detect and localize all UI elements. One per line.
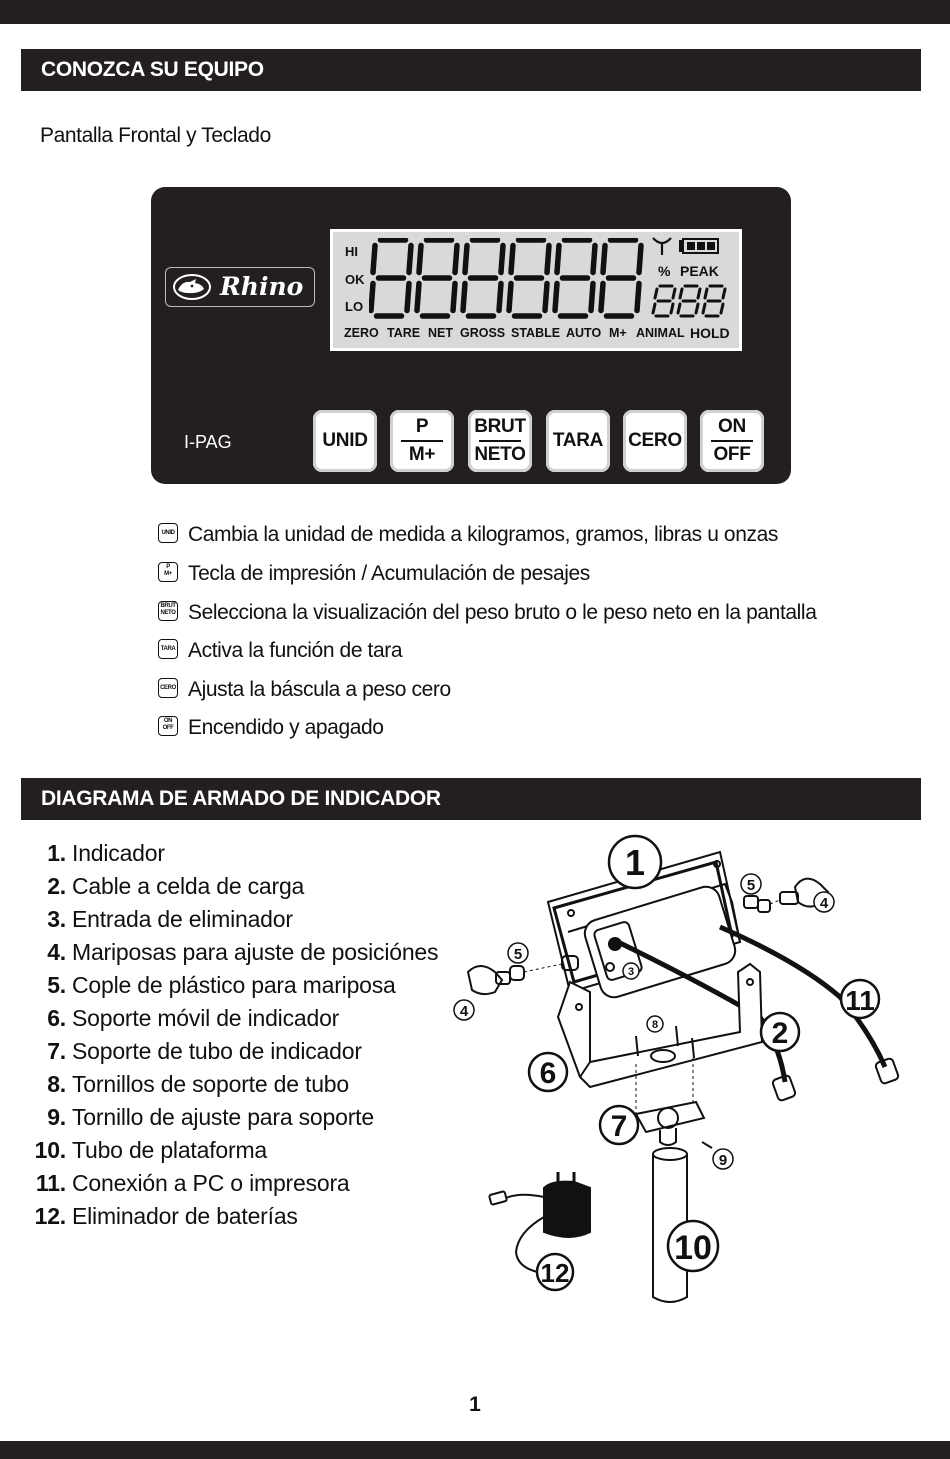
part-item: 12. Eliminador de baterías [34,1203,298,1229]
antenna-icon [651,236,673,256]
lcd-display [330,229,742,351]
lcd-main-digits [369,238,654,322]
callout-2: 2 [771,1017,789,1050]
callout-5a: 5 [746,877,756,894]
callout-9: 9 [718,1152,728,1169]
lcd-gross: GROSS [460,326,506,340]
lcd-stable: STABLE [511,326,561,340]
cero-key-icon: CERO [158,678,178,698]
part-item: 7. Soporte de tubo de indicador [47,1038,362,1064]
key-brut-label: BRUT [474,416,526,437]
key-tara[interactable] [546,410,610,472]
assembly-diagram [440,832,940,1312]
logo-text: Rhino [220,272,304,301]
page-number: 1 [469,1393,481,1416]
part-item: 10. Tubo de plataforma [34,1137,267,1163]
part-item: 3. Entrada de eliminador [47,906,293,932]
key-on-label: ON [718,416,746,437]
subtitle: Pantalla Frontal y Teclado [40,124,271,147]
part-item: 6. Soporte móvil de indicador [47,1005,340,1031]
key-cero-label: CERO [628,430,682,451]
desc-tara [158,639,402,663]
desc-cero-text: Ajusta la báscula a peso cero [188,678,451,701]
lcd-zero: ZERO [344,326,379,340]
key-brut-neto[interactable] [468,410,532,472]
callout-4b: 4 [459,1003,469,1020]
key-mplus-label: M+ [408,444,436,465]
desc-unid-text: Cambia la unidad de medida a kilogramos, gramos, libras u onzas [188,523,778,546]
model-label: I-PAG [184,432,232,452]
tara-key-icon: TARA [158,639,178,659]
bottom-bar [0,1441,950,1459]
lcd-auto: AUTO [566,326,602,340]
part-item: 4. Mariposas para ajuste de posiciónes [47,939,439,965]
desc-cero [158,678,451,702]
desc-unid [158,523,778,547]
part-item: 1. Indicador [47,840,165,866]
callout-1: 1 [624,842,646,883]
part-item: 2. Cable a celda de carga [47,873,305,899]
lcd-ok-label: OK [345,272,365,287]
callout-6: 6 [539,1057,557,1090]
callout-8: 8 [651,1019,659,1031]
callout-10: 10 [674,1229,712,1267]
part-item: 11. Conexión a PC o impresora [35,1170,350,1196]
desc-brut-neto [158,601,816,625]
battery-icon [678,238,720,254]
callout-12: 12 [540,1258,570,1288]
callout-4a: 4 [819,895,829,912]
part-item: 8. Tornillos de soporte de tubo [47,1071,349,1097]
desc-tara-text: Activa la función de tara [188,639,403,662]
section-header-diagrama: DIAGRAMA DE ARMADO DE INDICADOR [21,778,921,820]
lcd-tare: TARE [387,326,421,340]
lcd-percent: % [658,263,671,279]
on-off-key-icon: ON OFF [158,716,178,736]
key-off-label: OFF [713,444,751,465]
key-unid-label: UNID [322,430,368,451]
callout-7: 7 [610,1110,628,1143]
key-unid[interactable] [313,410,377,472]
callout-11: 11 [845,985,875,1016]
key-neto-label: NETO [474,444,526,465]
part-item: 9. Tornillo de ajuste para soporte [47,1104,374,1130]
desc-print [158,562,590,586]
desc-print-text: Tecla de impresión / Acumulación de pesajes [188,562,590,585]
section-header-conozca: CONOZCA SU EQUIPO [21,49,921,91]
key-on-off[interactable] [700,410,764,472]
print-key-icon: P M+ [158,562,178,582]
indicator-front-panel [151,187,791,484]
desc-on-off [158,716,384,740]
lcd-small-digits [651,284,731,320]
desc-brut-neto-text: Selecciona la visualización del peso bruto o le peso neto en la pantalla [188,601,817,624]
callout-3: 3 [627,966,635,978]
rhino-logo [165,267,315,307]
lcd-mplus: M+ [609,326,627,340]
key-print-accumulate[interactable] [390,410,454,472]
lcd-animal: ANIMAL [636,326,685,340]
key-p-label: P [415,416,429,437]
lcd-peak: PEAK [680,263,719,279]
key-cero[interactable] [623,410,687,472]
lcd-lo-label: LO [345,299,364,314]
desc-on-off-text: Encendido y apagado [188,716,384,739]
lcd-net: NET [428,326,453,340]
lcd-hold: HOLD [690,325,730,341]
top-bar [0,0,950,24]
lcd-status-labels [333,326,739,346]
lcd-hi-label: HI [345,244,358,259]
key-tara-label: TARA [552,430,604,451]
rhino-icon [172,273,212,301]
brut-neto-key-icon: BRUT NETO [158,601,178,621]
unid-key-icon: UNID [158,523,178,543]
callout-5b: 5 [513,946,523,963]
part-item: 5. Cople de plástico para mariposa [47,972,396,998]
